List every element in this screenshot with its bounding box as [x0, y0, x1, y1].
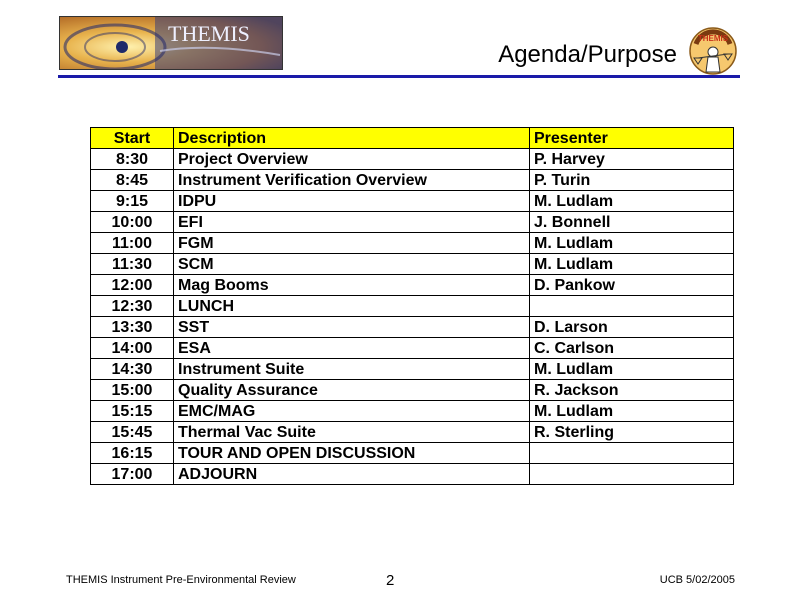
- description-cell: Mag Booms: [174, 275, 530, 296]
- table-row: [91, 275, 734, 296]
- presenter-cell: M. Ludlam: [530, 359, 734, 380]
- table-row: [91, 380, 734, 401]
- description-cell: LUNCH: [174, 296, 530, 317]
- header-rule: [58, 75, 740, 78]
- page-title: Agenda/Purpose: [498, 41, 677, 68]
- table-row: [91, 317, 734, 338]
- presenter-cell: M. Ludlam: [530, 401, 734, 422]
- start-cell: 9:15: [91, 191, 174, 212]
- themis-emblem: [684, 24, 742, 78]
- start-cell: 14:30: [91, 359, 174, 380]
- column-header-presenter: Presenter: [530, 128, 734, 149]
- logo-text: THEMIS: [168, 21, 250, 46]
- presenter-cell: D. Larson: [530, 317, 734, 338]
- start-cell: 11:00: [91, 233, 174, 254]
- themis-logo: [59, 16, 283, 70]
- start-cell: 14:00: [91, 338, 174, 359]
- presenter-cell: [530, 443, 734, 464]
- table-row: [91, 401, 734, 422]
- presenter-cell: J. Bonnell: [530, 212, 734, 233]
- start-cell: 13:30: [91, 317, 174, 338]
- start-cell: 10:00: [91, 212, 174, 233]
- description-cell: EMC/MAG: [174, 401, 530, 422]
- table-row: [91, 170, 734, 191]
- table-row: [91, 464, 734, 485]
- description-cell: ESA: [174, 338, 530, 359]
- table-row: [91, 338, 734, 359]
- table-row: [91, 212, 734, 233]
- description-cell: Instrument Verification Overview: [174, 170, 530, 191]
- presenter-cell: M. Ludlam: [530, 254, 734, 275]
- start-cell: 15:15: [91, 401, 174, 422]
- footer-left: THEMIS Instrument Pre-Environmental Review: [66, 574, 296, 586]
- description-cell: TOUR AND OPEN DISCUSSION: [174, 443, 530, 464]
- column-header-description: Description: [174, 128, 530, 149]
- table-row: [91, 191, 734, 212]
- agenda-table: [90, 127, 734, 485]
- presenter-cell: R. Jackson: [530, 380, 734, 401]
- presenter-cell: R. Sterling: [530, 422, 734, 443]
- presenter-cell: [530, 464, 734, 485]
- description-cell: Project Overview: [174, 149, 530, 170]
- start-cell: 16:15: [91, 443, 174, 464]
- presenter-cell: D. Pankow: [530, 275, 734, 296]
- description-cell: IDPU: [174, 191, 530, 212]
- presenter-cell: P. Harvey: [530, 149, 734, 170]
- start-cell: 15:00: [91, 380, 174, 401]
- column-header-start: Start: [91, 128, 174, 149]
- start-cell: 12:00: [91, 275, 174, 296]
- start-cell: 12:30: [91, 296, 174, 317]
- table-row: [91, 296, 734, 317]
- agenda-header-row: [91, 128, 734, 149]
- table-row: [91, 422, 734, 443]
- emblem-text: THEMIS: [697, 34, 729, 43]
- start-cell: 8:45: [91, 170, 174, 191]
- description-cell: Quality Assurance: [174, 380, 530, 401]
- start-cell: 11:30: [91, 254, 174, 275]
- presenter-cell: M. Ludlam: [530, 191, 734, 212]
- description-cell: SCM: [174, 254, 530, 275]
- start-cell: 15:45: [91, 422, 174, 443]
- start-cell: 17:00: [91, 464, 174, 485]
- table-row: [91, 443, 734, 464]
- description-cell: Instrument Suite: [174, 359, 530, 380]
- agenda-table-body: [91, 128, 734, 485]
- footer-right: UCB 5/02/2005: [659, 574, 735, 586]
- description-cell: Thermal Vac Suite: [174, 422, 530, 443]
- description-cell: FGM: [174, 233, 530, 254]
- table-row: [91, 233, 734, 254]
- presenter-cell: P. Turin: [530, 170, 734, 191]
- table-row: [91, 149, 734, 170]
- presenter-cell: C. Carlson: [530, 338, 734, 359]
- presenter-cell: M. Ludlam: [530, 233, 734, 254]
- page-number: 2: [386, 572, 395, 589]
- description-cell: ADJOURN: [174, 464, 530, 485]
- table-row: [91, 359, 734, 380]
- presenter-cell: [530, 296, 734, 317]
- description-cell: SST: [174, 317, 530, 338]
- start-cell: 8:30: [91, 149, 174, 170]
- description-cell: EFI: [174, 212, 530, 233]
- themis-emblem-icon: [684, 24, 742, 78]
- table-row: [91, 254, 734, 275]
- themis-logo-graphic: [60, 17, 283, 70]
